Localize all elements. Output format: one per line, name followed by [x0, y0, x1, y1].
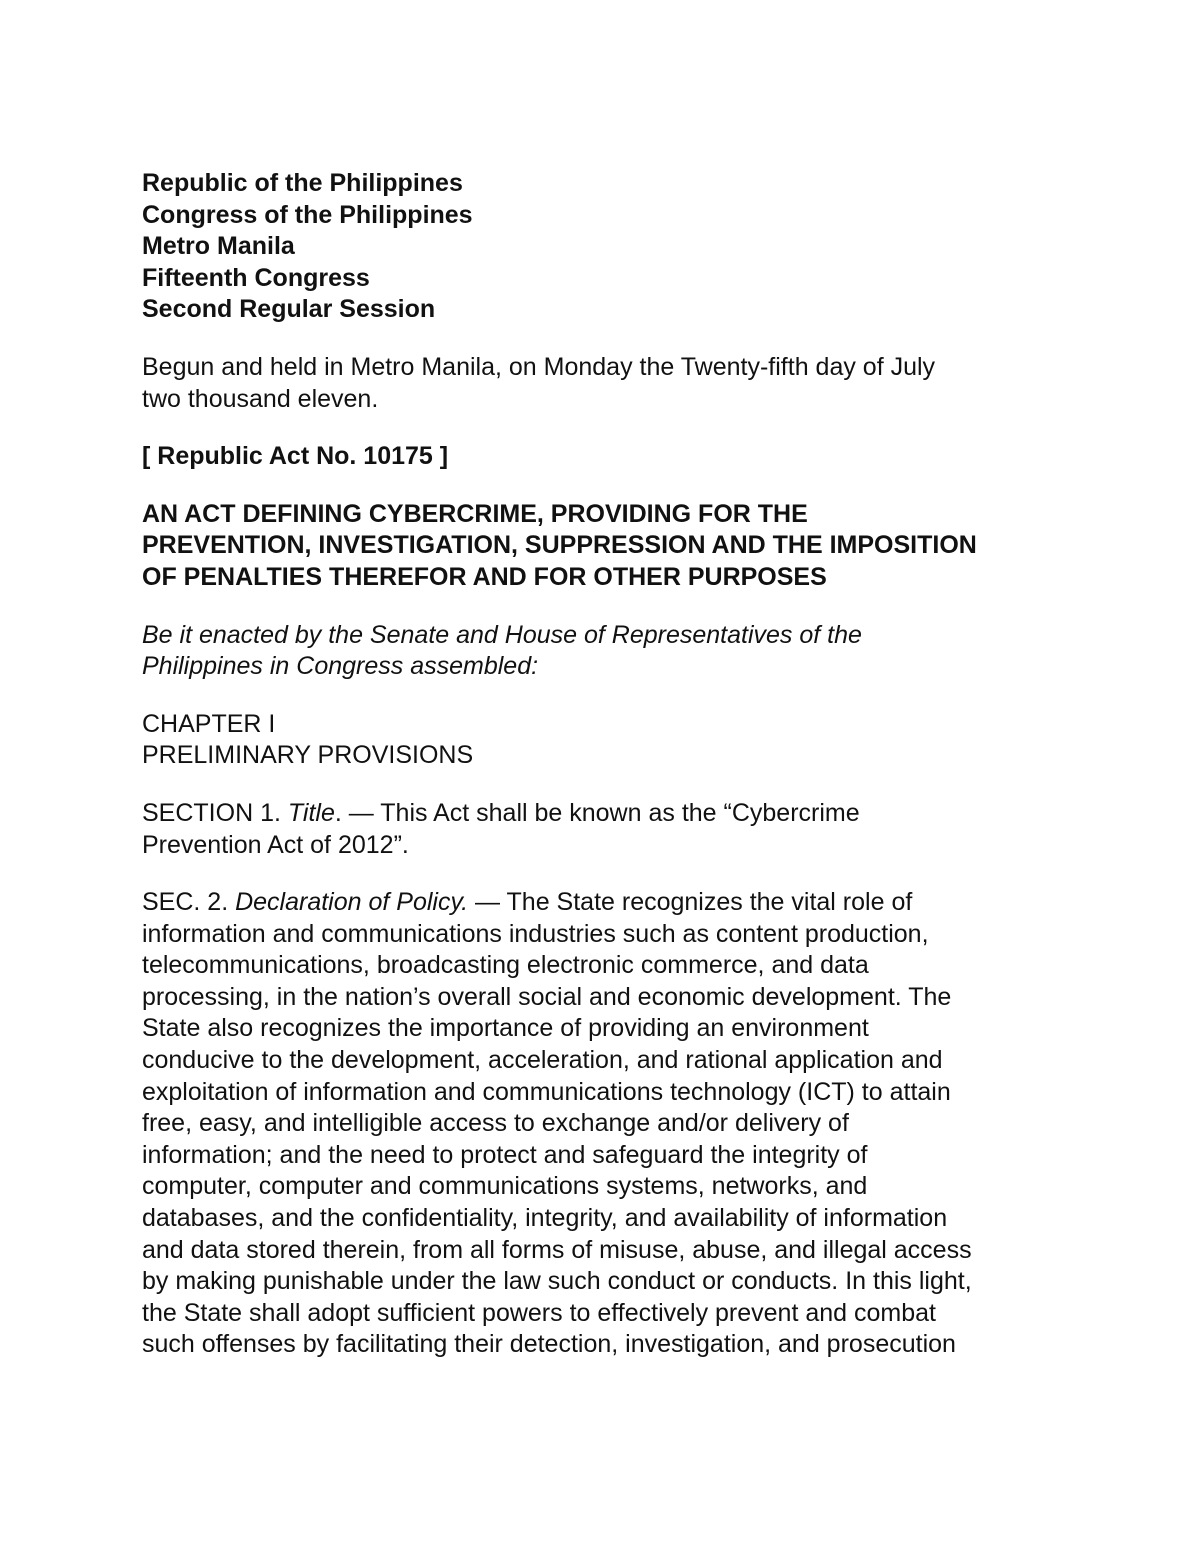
- section-2-line: the State shall adopt sufficient powers to effectively prevent and combat: [142, 1298, 936, 1327]
- enacting-clause-line: Be it enacted by the Senate and House of Representatives of the: [142, 620, 862, 649]
- section-2-line: [142, 887, 1072, 919]
- chapter-number: CHAPTER I: [142, 709, 276, 738]
- section-2-label: SEC. 2.: [142, 888, 236, 917]
- chapter-title: PRELIMINARY PROVISIONS: [142, 741, 474, 770]
- header-session: Second Regular Session: [142, 295, 436, 324]
- section-1-line: Prevention Act of 2012”.: [142, 830, 409, 859]
- begun-line: Begun and held in Metro Manila, on Monday the Twenty-fifth day of July: [142, 352, 936, 381]
- section-2-line: such offenses by facilitating their detection, investigation, and prosecution: [142, 1330, 956, 1359]
- chapter-heading: [142, 709, 1072, 772]
- header-congress-number: Fifteenth Congress: [142, 263, 370, 292]
- section-2-line: State also recognizes the importance of providing an environment: [142, 1014, 869, 1043]
- section-1: [142, 798, 1072, 861]
- document-page: [142, 168, 1072, 1361]
- section-2-line: information and communications industries such as content production,: [142, 919, 929, 948]
- act-title-line: OF PENALTIES THEREFOR AND FOR OTHER PURPOSES: [142, 562, 827, 591]
- section-2-line: by making punishable under the law such conduct or conducts. In this light,: [142, 1267, 972, 1296]
- header-congress: Congress of the Philippines: [142, 200, 473, 229]
- enacting-clause: [142, 620, 1072, 683]
- act-title-line: AN ACT DEFINING CYBERCRIME, PROVIDING FOR THE: [142, 499, 808, 528]
- section-2-line: free, easy, and intelligible access to exchange and/or delivery of: [142, 1109, 849, 1138]
- section-2-line: processing, in the nation’s overall social and economic development. The: [142, 982, 952, 1011]
- act-title-line: PREVENTION, INVESTIGATION, SUPPRESSION AND THE IMPOSITION: [142, 531, 977, 560]
- section-2-text: — The State recognizes the vital role of: [468, 888, 913, 917]
- section-2-heading: Declaration of Policy.: [235, 888, 469, 917]
- act-title: [142, 499, 1072, 594]
- begun-line: two thousand eleven.: [142, 384, 379, 413]
- section-2-line: telecommunications, broadcasting electronic commerce, and data: [142, 951, 869, 980]
- section-1-text: . — This Act shall be known as the “Cybercrime: [334, 798, 860, 827]
- section-1-line: [142, 798, 1072, 830]
- header-location: Metro Manila: [142, 232, 295, 261]
- section-2-line: conducive to the development, acceleration, and rational application and: [142, 1046, 943, 1075]
- section-2: [142, 887, 1072, 1361]
- header-republic: Republic of the Philippines: [142, 169, 463, 197]
- section-1-heading: Title: [287, 798, 335, 827]
- section-2-line: and data stored therein, from all forms of misuse, abuse, and illegal access: [142, 1235, 972, 1264]
- enacting-clause-line: Philippines in Congress assembled:: [142, 652, 539, 681]
- section-1-label: SECTION 1.: [142, 798, 288, 827]
- act-number: [ Republic Act No. 10175 ]: [142, 442, 449, 471]
- section-2-line: computer, computer and communications systems, networks, and: [142, 1172, 868, 1201]
- document-header: [142, 168, 1072, 326]
- begun-paragraph: [142, 352, 1072, 415]
- section-2-line: databases, and the confidentiality, integrity, and availability of information: [142, 1204, 948, 1233]
- section-2-line: exploitation of information and communications technology (ICT) to attain: [142, 1077, 951, 1106]
- section-2-line: information; and the need to protect and safeguard the integrity of: [142, 1140, 868, 1169]
